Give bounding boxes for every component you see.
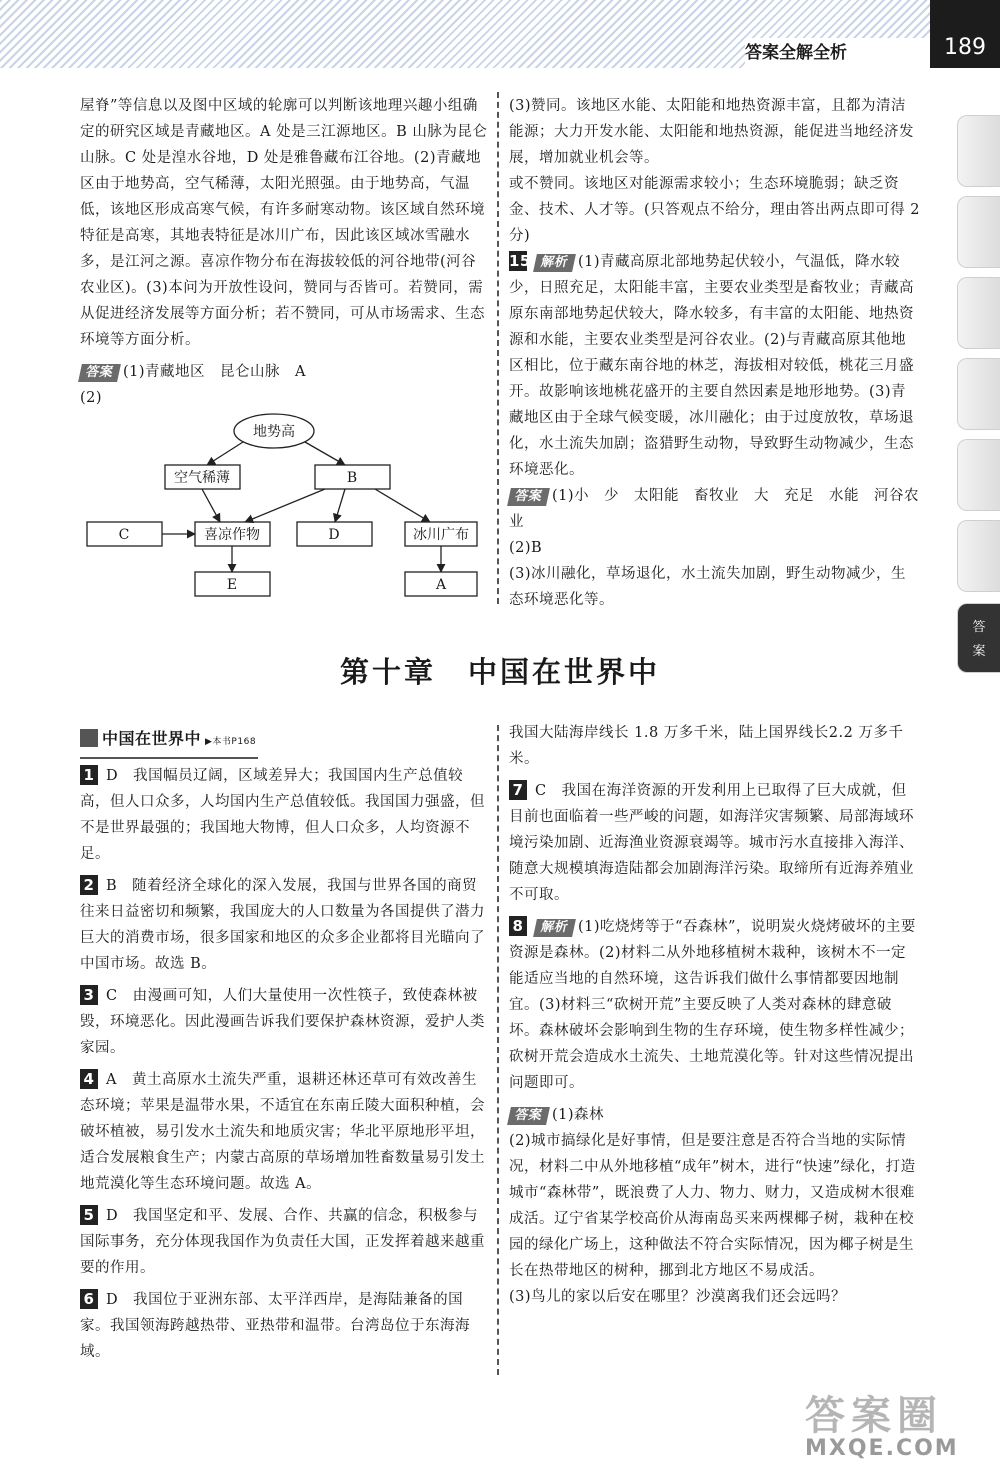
q15-answer-1: (1)小 少 太阳能 畜牧业 大 充足 水能 河谷农业 xyxy=(509,488,920,530)
side-tab[interactable] xyxy=(957,358,1000,430)
q8-answer xyxy=(509,1102,921,1128)
answer-tag: 答案 xyxy=(78,364,121,382)
answer-text: (1)青藏地区 昆仑山脉 A xyxy=(123,364,307,380)
label-c: C xyxy=(118,527,130,543)
side-tab-answers[interactable]: 答 案 xyxy=(957,603,1000,673)
q8-analysis xyxy=(509,914,921,1096)
question-number: 5 xyxy=(80,1205,98,1225)
question-text: D 我国幅员辽阔，区域差异大；我国国内生产总值较高，但人口众多，人均国内生产总值较低。我国国力强盛，但不是世界最强的；我国地大物博，但人口众多，人均资源不足。 xyxy=(80,768,485,862)
question-item xyxy=(80,763,488,867)
label-terrain-high: 地势高 xyxy=(253,424,295,440)
q15-analysis xyxy=(509,249,921,483)
q14-part3-agree: (3)赞同。该地区水能、太阳能和地热资源丰富，且都为清洁能源；大力开发水能、太阳能和地热资源，能促进当地经济发展，增加就业机会等。 xyxy=(509,98,914,166)
analysis-tag: 解析 xyxy=(533,254,576,272)
analysis-tag: 解析 xyxy=(533,919,576,937)
label-b: B xyxy=(346,470,358,486)
question-number: 2 xyxy=(80,875,98,895)
side-tab[interactable] xyxy=(957,439,1000,511)
question-text: D 我国坚定和平、发展、合作、共赢的信念，积极参与国际事务，充分体现我国作为负责任大国，正发挥着越来越重要的作用。 xyxy=(80,1208,485,1276)
section-title: 中国在世界中 xyxy=(102,729,202,748)
side-tab[interactable] xyxy=(957,196,1000,268)
top-left-column xyxy=(80,93,488,411)
label-thin-air: 空气稀薄 xyxy=(174,470,230,486)
question-number: 15 xyxy=(509,252,531,270)
side-tab[interactable] xyxy=(957,520,1000,592)
question-number: 6 xyxy=(80,1289,98,1309)
question-item xyxy=(80,1203,488,1281)
q8-answer-1: (1)森林 xyxy=(552,1107,605,1123)
question-number: 3 xyxy=(80,985,98,1005)
q14-part3-disagree: 或不赞同。该地区对能源需求较小；生态环境脆弱；缺乏资金、技术、人才等。(只答观点不给分，理由答出两点即可得 2 分) xyxy=(509,176,920,244)
side-tab[interactable] xyxy=(957,115,1000,187)
q6-continuation: 我国大陆海岸线长 1.8 万多千米，陆上国界线长2.2 万多千米。 xyxy=(509,725,904,767)
question-item xyxy=(509,778,921,908)
column-divider xyxy=(497,92,499,604)
answer-tag: 答案 xyxy=(507,1107,550,1125)
chapter-title: 第十章 中国在世界中 xyxy=(339,655,660,689)
question-number: 7 xyxy=(509,780,527,800)
question-number: 8 xyxy=(509,916,527,936)
section-page-ref: ▶本书P168 xyxy=(205,737,257,747)
watermark-logo-text: 答案圈 xyxy=(805,1393,943,1439)
q15-analysis-text: (1)青藏高原北部地势起伏较小，气温低，降水较少，日照充足，太阳能丰富，主要农业类型是畜牧业；青藏高原东南部地势起伏较大，降水较多，有丰富的太阳能、地热资源和水能，主要农业类型是河谷农业。(2)与青藏高原其他地区相比，位于藏东南谷地的林芝，海拔相对较低，桃花三月盛开。故影响该地桃花盛开的主要自然因素是地形地势。(3)青藏地区由于全球气候变暖，冰川融化；由于过度放牧，草场退化，水土流失加剧；盗猎野生动物，导致野生动物减少，生态环境恶化。 xyxy=(509,254,914,478)
bottom-left-column xyxy=(80,726,488,1365)
header-title: 答案全解全析 xyxy=(745,38,930,68)
bottom-right-column xyxy=(509,720,921,1310)
question-item xyxy=(80,983,488,1061)
question-text: D 我国位于亚洲东部、太平洋西岸，是海陆兼备的国家。我国领海跨越热带、亚热带和温带。台湾岛位于东海海域。 xyxy=(80,1292,470,1360)
page-number: 189 xyxy=(930,0,1000,68)
question-item xyxy=(80,1287,488,1365)
question-text: C 我国在海洋资源的开发利用上已取得了巨大成就，但目前也面临着一些严峻的问题，如海洋灾害频繁、局部海域环境污染加剧、近海渔业资源衰竭等。城市污水直接排入海洋、随意大规模填海造陆都会加剧海洋污染。取缔所有近海养殖业不可取。 xyxy=(509,783,914,903)
label-glacier: 冰川广布 xyxy=(413,527,469,543)
side-tab[interactable] xyxy=(957,277,1000,349)
label-crops: 喜凉作物 xyxy=(204,527,260,543)
q8-analysis-text: (1)吃烧烤等于“吞森林”，说明炭火烧烤破坏的主要资源是森林。(2)材料二从外地移植树木栽种，该树木不一定能适应当地的自然环境，这告诉我们做什么事情都要因地制宜。(3)材料三“砍树开荒”主要反映了人类对森林的肆意破坏。森林破坏会影响到生物的生存环境，使生物多样性减少；砍树开荒会造成水土流失、土地荒漠化等。针对这些情况提出问题即可。 xyxy=(509,919,916,1091)
explanation-paragraph: 屋脊”等信息以及图中区域的轮廓可以判断该地理兴趣小组确定的研究区域是青藏地区。A 处是三江源地区。B 山脉为昆仑山脉。C 处是湟水谷地，D 处是雅鲁藏布江谷地。(2)青藏地区由于地势高，空气稀薄，太阳光照强。由于地势高，气温低，该地区形成高寒气候，有许多耐寒动物。该区域自然环境特征是高寒，其地表特征是冰川广布，因此该区域冰雪融水多，是江河之源。喜凉作物分布在海拔较低的河谷地带(河谷农业区)。(3)本问为开放性设问，赞同与否皆可。若赞同，需从促进经济发展等方面分析；若不赞同，可从市场需求、生态环境等方面分析。 xyxy=(80,98,488,348)
watermark-url: MXQE.COM xyxy=(805,1436,959,1461)
q15-answer-3: (3)冰川融化，草场退化，水土流失加剧，野生动物减少，生态环境恶化等。 xyxy=(509,566,907,608)
label-e: E xyxy=(226,577,238,593)
question-text: B 随着经济全球化的深入发展，我国与世界各国的商贸往来日益密切和频繁，我国庞大的人口数量为各国提供了潜力巨大的消费市场，很多国家和地区的众多企业都将目光瞄向了中国市场。故选 B。 xyxy=(80,878,485,972)
question-number: 4 xyxy=(80,1069,98,1089)
watermark xyxy=(805,1395,995,1465)
column-divider xyxy=(497,725,499,1375)
top-right-column xyxy=(509,93,921,613)
q8-answer-2: (2)城市搞绿化是好事情，但是要注意是否符合当地的实际情况，材料二中从外地移植“成年”树木，进行“快速”绿化，打造城市“森林带”，既浪费了人力、物力、财力，又造成树木很难成活。辽宁省某学校高价从海南岛买来两棵椰子树，栽种在校园的绿化广场上，这种做法不符合实际情况，因为椰子树是生长在热带地区的树种，挪到北方地区不易成活。 xyxy=(509,1133,916,1279)
q8-answer-3: (3)鸟儿的家以后安在哪里？沙漠离我们还会远吗？ xyxy=(509,1289,847,1305)
answer-line xyxy=(80,359,488,385)
answer-part-2: (2) xyxy=(80,390,103,406)
section-heading xyxy=(80,726,258,759)
label-d: D xyxy=(328,527,340,543)
question-text: C 由漫画可知，人们大量使用一次性筷子，致使森林被毁，环境恶化。因此漫画告诉我们要保护森林资源，爱护人类家园。 xyxy=(80,988,485,1056)
question-item xyxy=(80,1067,488,1197)
question-text: A 黄土高原水土流失严重，退耕还林还草可有效改善生态环境；苹果是温带水果，不适宜在东南丘陵大面积种植，会破坏植被，易引发水土流失和地质灾害；华北平原地形平坦，适合发展粮食生产；内蒙古高原的草场增加牲畜数量易引发土地荒漠化等生态环境问题。故选 A。 xyxy=(80,1072,485,1192)
answer-tag: 答案 xyxy=(507,488,550,506)
question-item xyxy=(80,873,488,977)
section-square-icon xyxy=(80,729,98,747)
question-number: 1 xyxy=(80,765,98,785)
flow-diagram xyxy=(75,410,485,600)
label-a: A xyxy=(435,577,447,593)
q15-answer-2: (2)B xyxy=(509,540,543,556)
q15-answer xyxy=(509,483,921,535)
